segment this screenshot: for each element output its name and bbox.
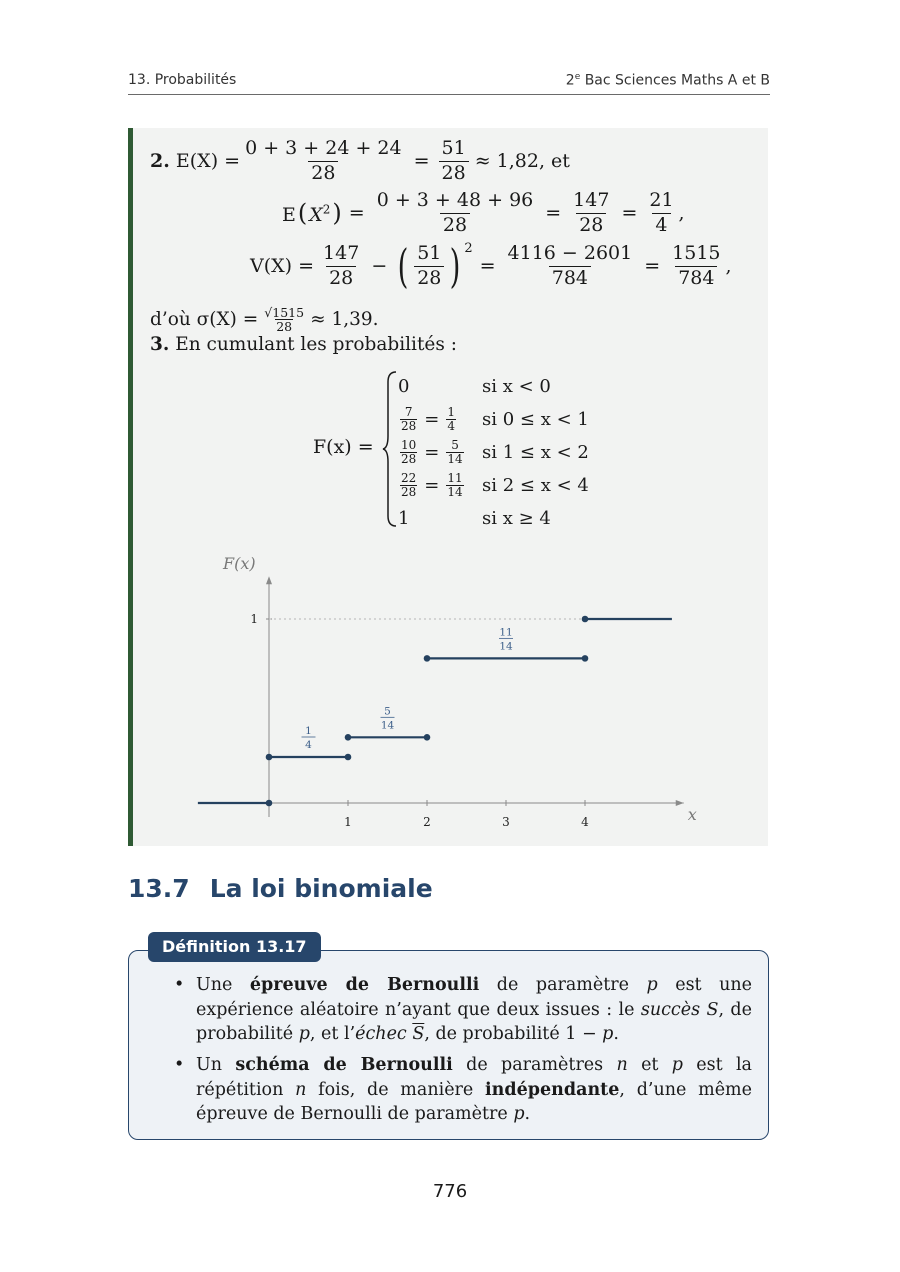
second-moment-var: X (309, 204, 323, 227)
bullet: • (174, 975, 185, 995)
x-tick-label: 3 (502, 815, 510, 829)
variance-denominator-3: 784 (549, 266, 591, 290)
second-moment-exp: 2 (322, 203, 331, 218)
x-tick-label: 2 (423, 815, 431, 829)
equals-sign: = (479, 255, 496, 278)
case-value: $\frac{7}{28}$ = $\frac{1}{4}$ (401, 404, 456, 433)
case-condition: si 1 ≤ x < 2 (482, 441, 589, 463)
sigma-lhs: d’où σ(X) = (150, 309, 259, 331)
variance-square-exp: 2 (464, 240, 473, 256)
case-fraction-reduced: $\frac{1}{4}$ (447, 404, 456, 433)
equals-sign: = (348, 202, 365, 225)
step-label-denominator: 14 (380, 719, 395, 732)
page-number: 776 (432, 1181, 468, 1202)
expectation-denominator: 28 (308, 161, 338, 185)
term-independent: indépendante (485, 1079, 620, 1100)
chapter-title: 13. Probabilités (128, 72, 237, 88)
step-point (582, 616, 589, 623)
case-condition: si 2 ≤ x < 4 (482, 474, 589, 496)
case-value: 0 (398, 375, 410, 397)
case-value: 1 (398, 507, 410, 529)
expectation-numerator: 0 + 3 + 24 + 24 (245, 137, 402, 159)
bullet: • (174, 1055, 185, 1075)
equals-sign: = (644, 255, 661, 278)
course-title (566, 72, 770, 89)
expectation-line (150, 138, 570, 185)
variance-denominator: 28 (326, 266, 356, 290)
term-bernoulli-trial: épreuve de Bernoulli (249, 975, 480, 995)
course-level-sup: e (574, 72, 581, 82)
cdf-step-chart (190, 540, 730, 840)
variance-denominator-4: 784 (675, 266, 717, 290)
sigma-fraction (263, 306, 305, 333)
x-tick-label: 1 (344, 815, 352, 829)
variance-square-fraction (414, 243, 444, 290)
second-moment-fraction-3 (646, 190, 676, 237)
left-paren: ( (397, 239, 409, 294)
item-3-label: 3. (150, 334, 170, 355)
sigma-line (150, 306, 379, 333)
step-label-numerator: 11 (499, 626, 513, 639)
comma: , (725, 255, 732, 278)
y-axis-label: F(x) (223, 554, 256, 574)
term-failure: échec (355, 1024, 407, 1044)
variance-lhs: V(X) = (250, 255, 315, 278)
definition-item-bernoulli-trial: • Une épreuve de Bernoulli de paramètre p est une expérience aléatoire n’ayant que deux issues : le succès S, de probabilité p, et l’échec $\overline{S}$, de probabilité 1 − p. (174, 975, 752, 1044)
running-header (128, 70, 770, 95)
s-complement: $\overline{S}$ (412, 1024, 425, 1044)
second-moment-denominator: 28 (440, 213, 470, 237)
case-value: $\frac{22}{28}$ = $\frac{11}{14}$ (401, 470, 463, 499)
expectation-approx: ≈ 1,82, et (474, 150, 570, 173)
step-point (582, 655, 589, 662)
step-label-denominator: 14 (499, 640, 513, 653)
variance-square-denominator: 28 (414, 266, 444, 290)
course-level: 2 (565, 72, 575, 89)
item-2-label: 2. (150, 150, 170, 173)
section-heading (128, 874, 433, 903)
variance-numerator-3: 4116 − 2601 (507, 242, 633, 264)
sigma-numerator: √1515 (264, 305, 305, 320)
y-axis-arrow (266, 576, 272, 584)
second-moment-line (282, 190, 685, 237)
variance-fraction-3 (505, 243, 636, 290)
case-fraction-reduced: $\frac{5}{14}$ (447, 437, 463, 466)
equals-sign: = (621, 202, 638, 225)
variance-line (250, 239, 732, 294)
case-fraction: $\frac{7}{28}$ (401, 404, 417, 433)
x-axis-arrow (676, 800, 684, 806)
second-moment-denominator-2: 28 (576, 213, 606, 237)
term-success: succès (640, 999, 701, 1020)
cdf-lhs: F(x) = (313, 436, 374, 458)
comma: , (678, 202, 685, 225)
step-label-numerator: 1 (305, 725, 312, 737)
case-condition: si 0 ≤ x < 1 (482, 408, 589, 430)
right-paren: ) (449, 239, 461, 294)
second-moment-numerator-3: 21 (649, 189, 674, 211)
equals-sign: = (413, 150, 430, 173)
item-3-line (150, 334, 457, 355)
variance-square-numerator: 51 (417, 242, 442, 264)
step-point (345, 754, 352, 761)
case-fraction: $\frac{10}{28}$ (401, 437, 417, 466)
case-fraction: $\frac{22}{28}$ (401, 470, 417, 499)
second-moment-fraction-2 (570, 190, 612, 237)
second-moment-denominator-3: 4 (652, 213, 670, 237)
expectation-result-numerator: 51 (441, 137, 466, 159)
step-point (424, 734, 431, 741)
x-axis-label: x (687, 805, 697, 824)
cdf-lhs-wrap (313, 436, 374, 458)
case-value: $\frac{10}{28}$ = $\frac{5}{14}$ (401, 437, 463, 466)
case-condition: si x ≥ 4 (482, 507, 551, 529)
definition-item-bernoulli-scheme: • Un schéma de Bernoulli de paramètres n et p est la répétition n fois, de manière indépendante, d’une même épreuve de Bernoulli de paramètre p. (174, 1055, 752, 1124)
y-tick-label: 1 (250, 612, 258, 626)
minus-sign: − (371, 255, 388, 278)
variance-fraction-4 (669, 243, 723, 290)
second-moment-e: E (282, 204, 296, 227)
equals-sign: = (545, 202, 562, 225)
step-point (266, 754, 273, 761)
second-moment-fraction (374, 190, 537, 237)
expectation-result-denominator: 28 (439, 161, 469, 185)
second-moment-numerator: 0 + 3 + 48 + 96 (376, 189, 534, 211)
expectation-fraction (242, 138, 405, 185)
second-moment-lhs: E( $X^2$) (282, 199, 342, 228)
step-point (266, 800, 273, 807)
second-moment-numerator-2: 147 (573, 189, 610, 211)
expectation-lhs: E(X) = (175, 150, 241, 173)
section-title: La loi binomiale (209, 874, 433, 903)
expectation-result-fraction (439, 138, 469, 185)
step-point (345, 734, 352, 741)
course-name: Bac Sciences Maths A et B (580, 72, 770, 89)
step-label-numerator: 5 (384, 705, 391, 718)
variance-fraction (320, 243, 362, 290)
step-point (424, 655, 431, 662)
case-condition: si x < 0 (482, 375, 551, 397)
term-bernoulli-scheme: schéma de Bernoulli (235, 1055, 453, 1075)
section-number: 13.7 (128, 874, 190, 903)
x-tick-label: 4 (581, 815, 589, 829)
sigma-approx: ≈ 1,39. (310, 309, 379, 331)
variance-numerator-4: 1515 (672, 242, 721, 264)
step-label-denominator: 4 (305, 739, 312, 751)
variance-numerator: 147 (323, 242, 360, 264)
definition-tag: Définition 13.17 (148, 932, 321, 962)
sigma-denominator: 28 (276, 319, 293, 335)
item-3-text: En cumulant les probabilités : (175, 334, 457, 355)
case-fraction-reduced: $\frac{11}{14}$ (447, 470, 463, 499)
